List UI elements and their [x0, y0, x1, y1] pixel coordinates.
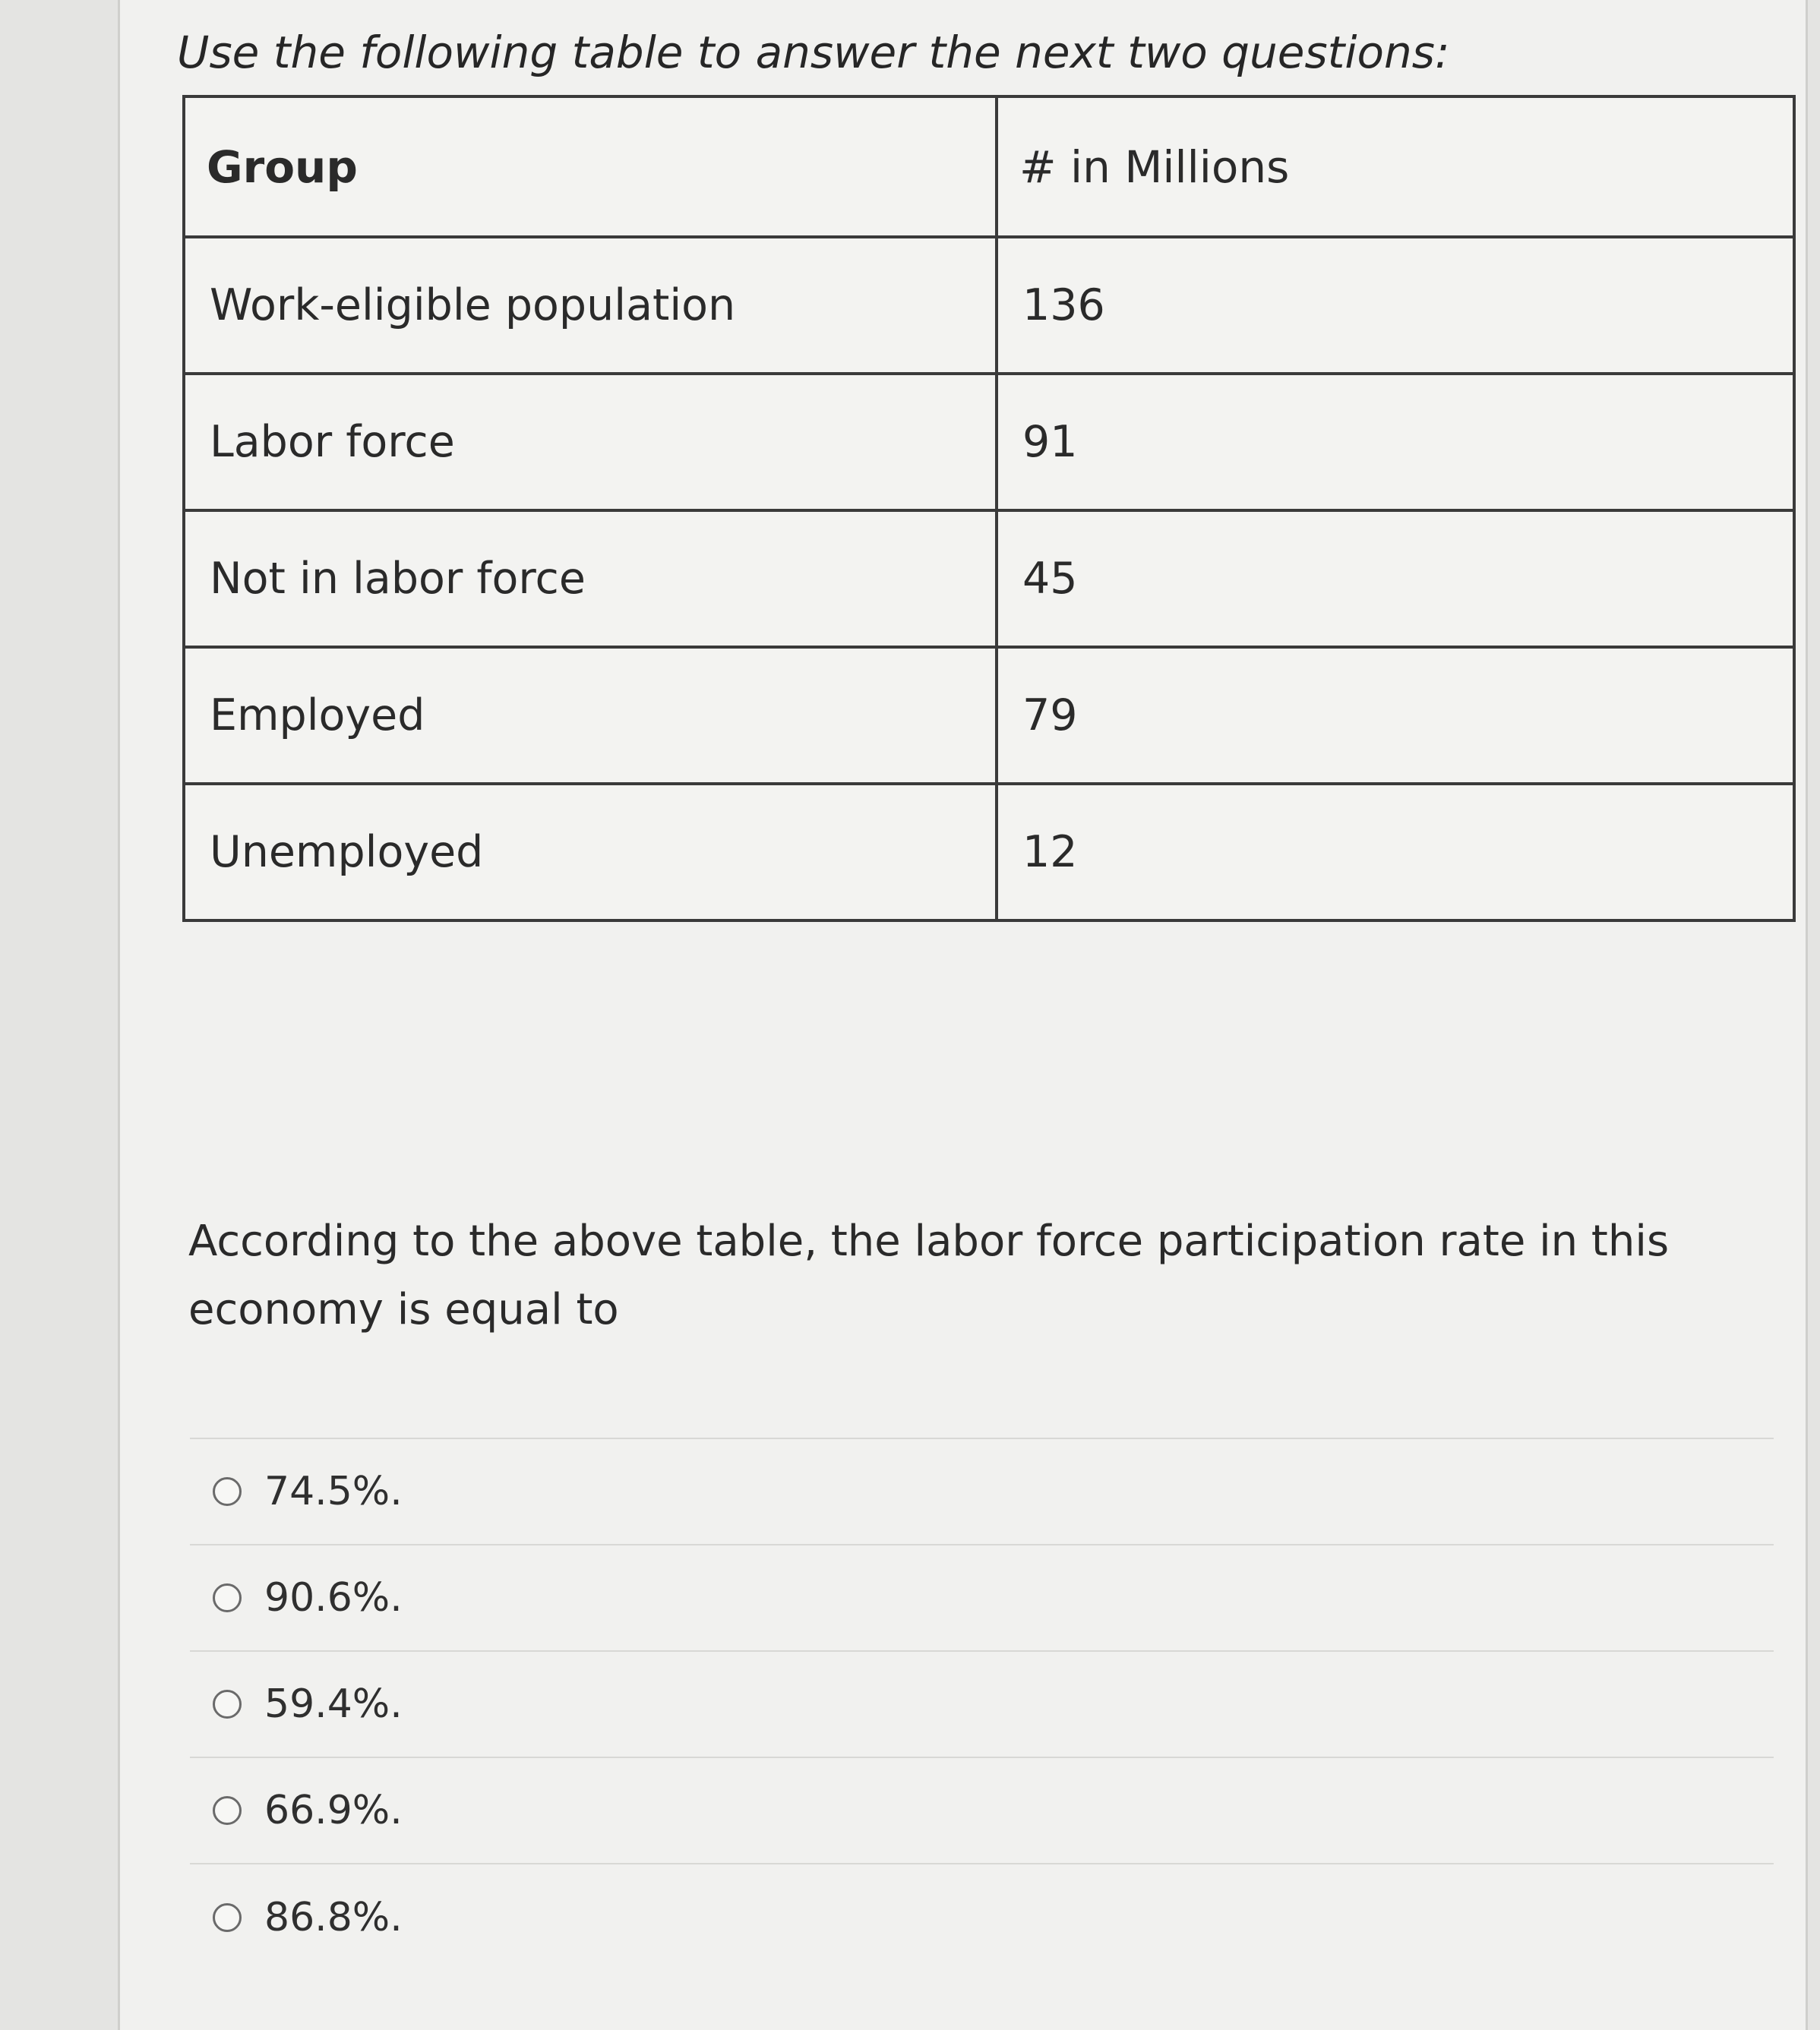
table-row: [184, 374, 1794, 510]
table-cell-group: Labor force: [184, 374, 997, 510]
table-cell-group: Not in labor force: [184, 510, 997, 647]
table-cell-value: 79: [997, 647, 1794, 784]
question-text: According to the above table, the labor force participation rate in this economy is equal to: [188, 1217, 1670, 1334]
table-cell-value: 136: [997, 237, 1794, 374]
radio-button[interactable]: [213, 1583, 242, 1612]
table-row: [184, 647, 1794, 784]
radio-button[interactable]: [213, 1690, 242, 1719]
answer-option[interactable]: [190, 1864, 1774, 1971]
answer-option[interactable]: [190, 1439, 1774, 1545]
table-header-group: Group: [184, 96, 997, 237]
answer-option[interactable]: [190, 1652, 1774, 1758]
instructions-text: Use the following table to answer the next two questions:: [177, 27, 1450, 78]
answer-option[interactable]: [190, 1758, 1774, 1864]
radio-button[interactable]: [213, 1903, 242, 1932]
radio-button[interactable]: [213, 1796, 242, 1825]
answer-option[interactable]: [190, 1545, 1774, 1652]
table-cell-value: 91: [997, 374, 1794, 510]
answer-option-label: 59.4%.: [264, 1681, 403, 1727]
table-row: [184, 510, 1794, 647]
table-cell-group: Unemployed: [184, 784, 997, 920]
table-header-row: [184, 96, 1794, 237]
radio-button[interactable]: [213, 1477, 242, 1506]
answer-option-label: 86.8%.: [264, 1895, 403, 1940]
answer-option-label: 90.6%.: [264, 1575, 403, 1621]
answer-option-label: 66.9%.: [264, 1788, 403, 1833]
data-table: [182, 95, 1796, 922]
answer-option-label: 74.5%.: [264, 1469, 403, 1514]
table-cell-group: Employed: [184, 647, 997, 784]
answer-options: [190, 1438, 1774, 1971]
table-cell-group: Work-eligible population: [184, 237, 997, 374]
table-cell-value: 12: [997, 784, 1794, 920]
table-row: [184, 784, 1794, 920]
table-header-value: # in Millions: [997, 96, 1794, 237]
table-row: [184, 237, 1794, 374]
table-cell-value: 45: [997, 510, 1794, 647]
